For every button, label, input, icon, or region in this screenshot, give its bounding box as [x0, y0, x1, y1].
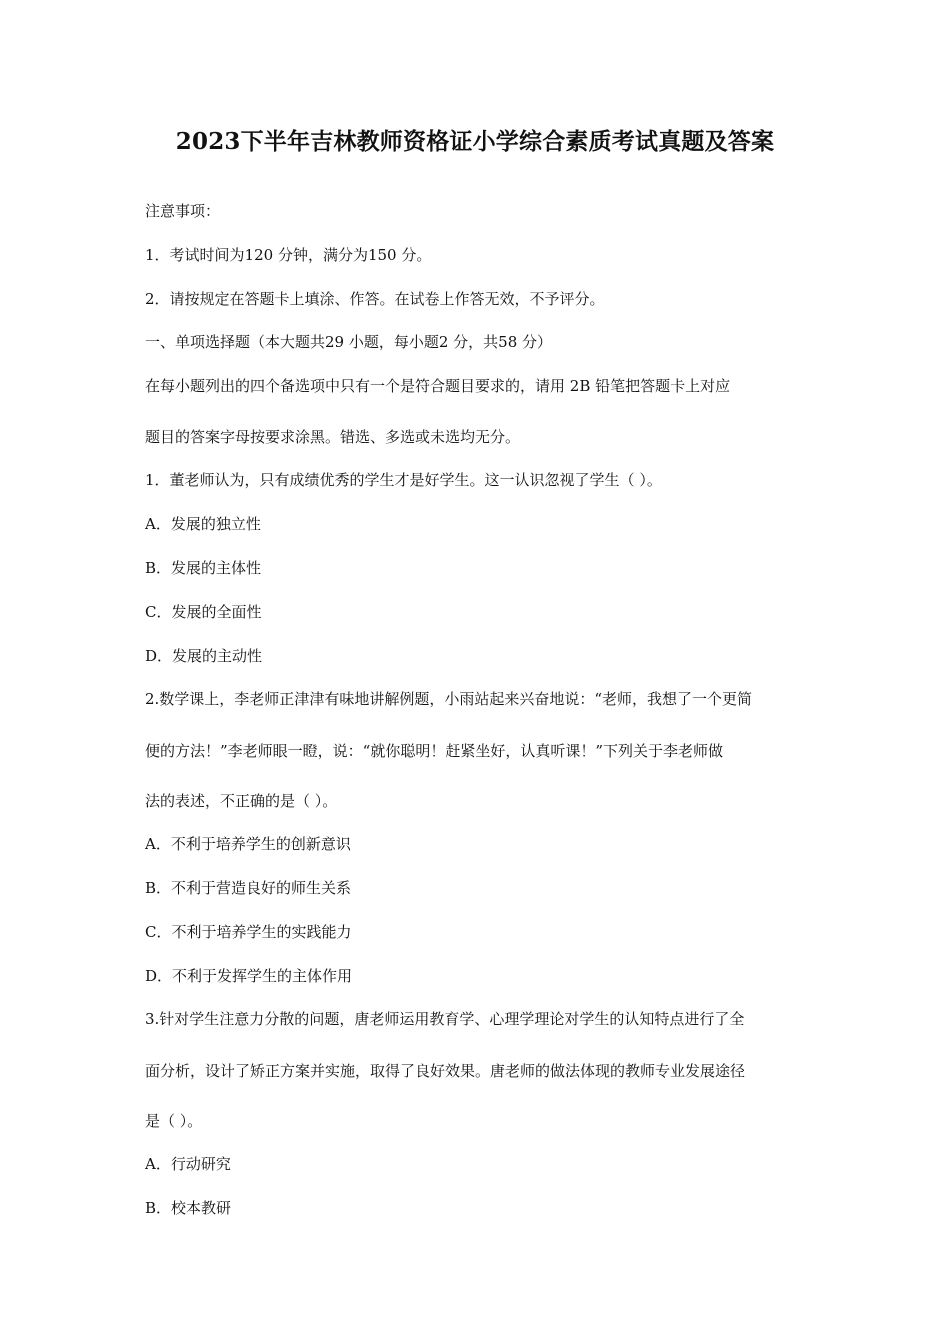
section-1-instruction-line-2: 题目的答案字母按要求涂黑。错选、多选或未选均无分。 [145, 428, 521, 446]
question-2-stem-line-2: 便的方法！”李老师眼一瞪，说：“就你聪明！赶紧坐好，认真听课！”下列关于李老师做 [145, 742, 724, 760]
notice-item-1: 1．考试时间为120 分钟，满分为150 分。 [145, 246, 432, 264]
document-title: 2023下半年吉林教师资格证小学综合素质考试真题及答案 [175, 128, 775, 155]
question-2-stem-line-3: 法的表述，不正确的是（ ）。 [145, 792, 338, 810]
notice-item-2: 2．请按规定在答题卡上填涂、作答。在试卷上作答无效，不予评分。 [145, 290, 605, 308]
question-1-stem: 1．董老师认为，只有成绩优秀的学生才是好学生。这一认识忽视了学生（ ）。 [145, 471, 662, 489]
question-3-stem-line-1: 3.针对学生注意力分散的问题，唐老师运用教育学、心理学理论对学生的认知特点进行了全 [145, 1010, 745, 1028]
question-3-stem-line-3: 是（ ）。 [145, 1112, 203, 1130]
question-2-option-d: D．不利于发挥学生的主体作用 [145, 967, 353, 985]
question-2-stem-line-1: 2.数学课上，李老师正津津有味地讲解例题，小雨站起来兴奋地说：“老师，我想了一个更简 [145, 690, 752, 708]
question-3-option-b: B．校本教研 [145, 1199, 232, 1217]
question-2-option-c: C．不利于培养学生的实践能力 [145, 923, 352, 941]
question-3-option-a: A．行动研究 [145, 1155, 231, 1173]
question-2-option-a: A．不利于培养学生的创新意识 [145, 835, 351, 853]
section-1-instruction-line-1: 在每小题列出的四个备选项中只有一个是符合题目要求的，请用 2B 铅笔把答题卡上对应 [145, 377, 731, 395]
notice-heading: 注意事项： [145, 202, 221, 220]
question-1-option-c: C．发展的全面性 [145, 603, 262, 621]
section-1-heading: 一、单项选择题（本大题共29 小题，每小题2 分，共58 分） [145, 333, 553, 351]
question-1-option-a: A．发展的独立性 [145, 515, 261, 533]
question-1-option-b: B．发展的主体性 [145, 559, 262, 577]
question-1-option-d: D．发展的主动性 [145, 647, 263, 665]
question-2-option-b: B．不利于营造良好的师生关系 [145, 879, 352, 897]
question-3-stem-line-2: 面分析，设计了矫正方案并实施，取得了良好效果。唐老师的做法体现的教师专业发展途径 [145, 1062, 746, 1080]
